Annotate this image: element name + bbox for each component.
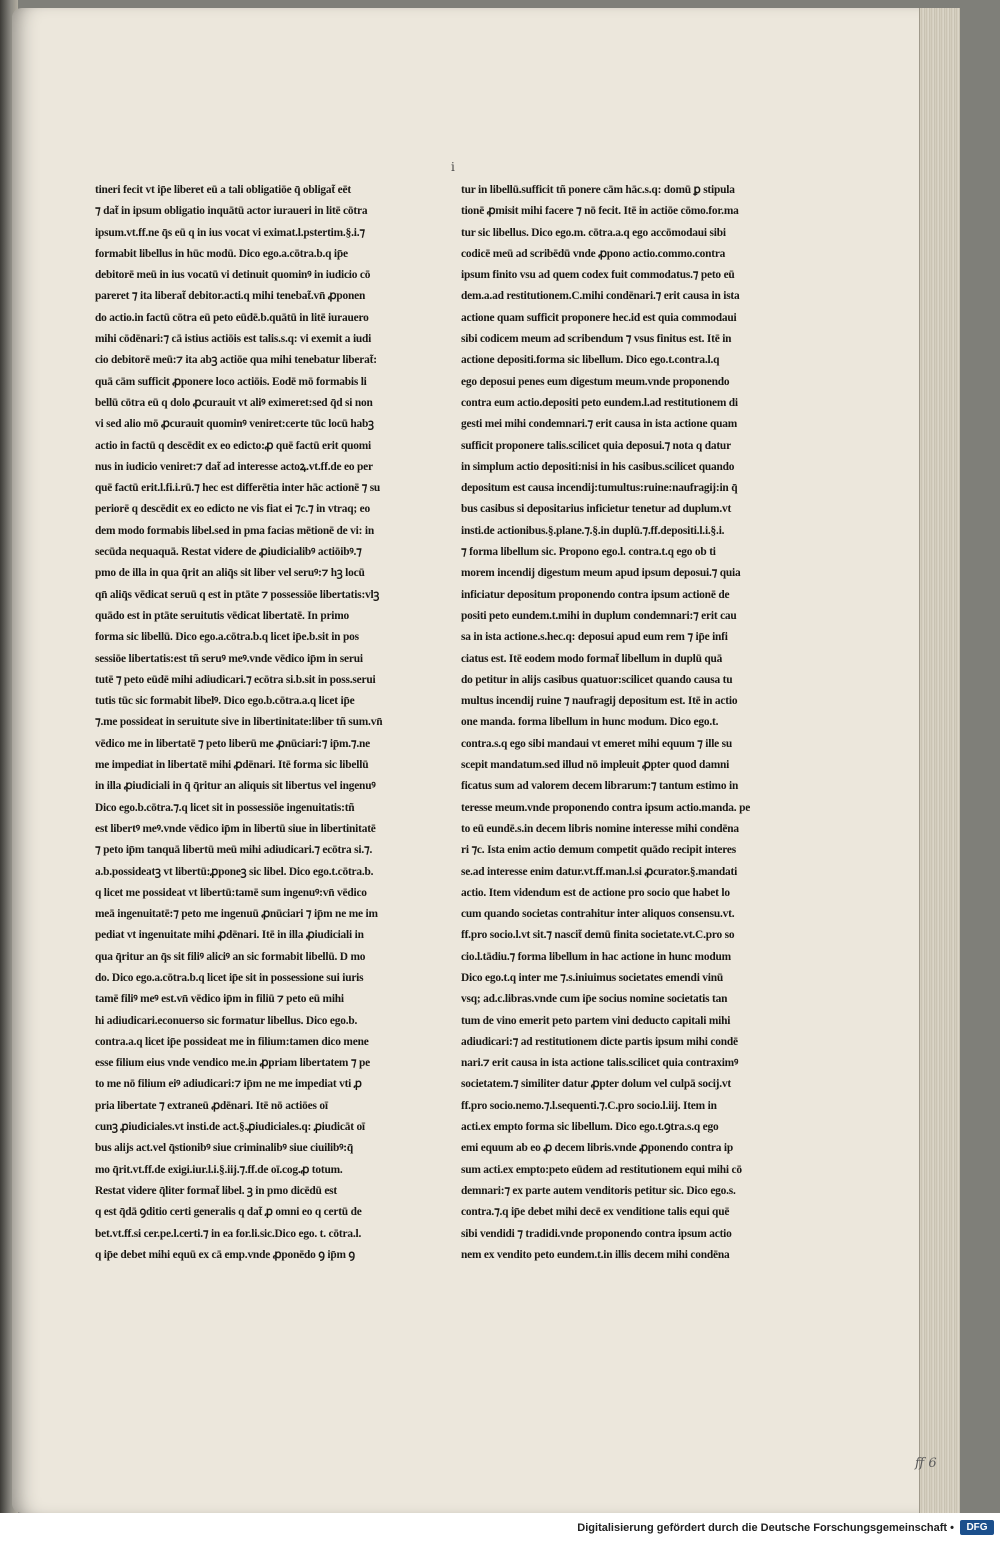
digitization-footer [0,1513,1000,1543]
text-line: qua q̄ritur an q̄s sit filiꝰ aliciꝰ an sic formabit libellū. D mo [95,950,366,963]
text-line: societatem.⁊ similiter datur ꝓpter dolum vel culpā socij.vt [461,1078,732,1091]
text-line: gesti mei mihi condemnari.⁊ erit causa in ista actione quam [461,418,738,431]
text-column-right [461,180,779,1270]
text-line: emi equum ab eo ꝓ decem libris.vnde ꝓponendo contra ip [461,1142,734,1155]
text-line: tutis tūc sic formabit libelꝰ. Dico ego.b.cōtra.a.q licet ip̄e [95,695,355,708]
text-line: demnari:⁊ ex parte autem venditoris petitur sic. Dico ego.s. [461,1184,736,1197]
text-line: a.b.possideatꝫ vt libertū:ꝓponeꝫ sic libel. Dico ego.t.cōtra.b. [95,865,374,878]
page-edges [919,8,960,1523]
text-line: vsq; ad.c.libras.vnde cum ip̄e socius nomine societatis tan [461,993,728,1006]
text-line: quē factū erit.l.fi.i.rū.⁊ hec est differētia inter hāc actionē ⁊ su [95,482,381,495]
text-line: ⁊ dat̃ in ipsum obligatio inquātū actor iuraueri in litē cōtra [95,205,368,218]
text-line: do actio.in factū cōtra eū peto eūdē.b.quātū in litē iurauero [95,311,369,324]
text-line: pmo de illa in qua q̄rit an aliq̄s sit liber vel seruꝰ:⁊ hꝫ locū [95,567,365,580]
text-line: bus casibus si depositarius inficietur tenetur ad duplum.vt [461,503,732,516]
text-line: ipsum.vt.ff.ne q̄s eū q in ius vocat vi eximat.l.pstertim.§.i.⁊ [95,226,365,239]
page-top-mark: i [451,160,455,174]
text-line: codicē meū ad scribēdū vnde ꝓpono actio.commo.contra [461,247,726,260]
text-line: tur sic libellus. Dico ego.m. cōtra.a.q ego accōmodaui sibi [461,226,726,239]
text-line: ff.pro socio.nemo.⁊.l.sequenti.⁊.C.pro socio.l.iij. Item in [461,1099,717,1112]
text-line: pria libertate ⁊ extraneū ꝓdēnari. Itē nō actiōes oī [95,1099,328,1112]
text-line: actio in factū q descēdit ex eo edicto:ꝓ quē factū erit quomi [95,439,371,452]
text-line: do. Dico ego.a.cōtra.b.q licet ip̄e sit in possessione sui iuris [95,971,364,984]
text-line: inficiatur depositum proponendo contra ipsum actionē de [461,588,730,601]
text-line: depositum est causa incendij:tumultus:ruine:naufragij:in q̄ [461,482,738,495]
text-line: me impediat in libertatē mihi ꝓdēnari. Itē forma sic libellū [95,759,369,772]
text-line: to eū eundē.s.in decem libris nomine interesse mihi condēna [461,822,739,835]
text-line: cio.l.tādiu.⁊ forma libellum in hac actione in hunc modum [461,950,731,963]
text-line: ciatus est. Itē eodem modo format̃ libellum in duplū quā [461,652,723,665]
text-line: hi adiudicari.econuerso sic formatur libellus. Dico ego.b. [95,1014,358,1027]
text-line: one manda. forma libellum in hunc modum. Dico ego.t. [461,716,719,729]
text-line: ⁊.me possideat in seruitute sive in libertinitate:liber tñ sum.vn̄ [95,716,383,729]
text-line: cunꝫ ꝓiudiciales.vt insti.de act.§.ꝓiudiciales.q: ꝓiudicāt oī [95,1121,365,1134]
text-line: nus in iudicio veniret:⁊ dat̃ ad interesse actoꝝ.vt.ff.de eo per [95,460,373,473]
text-line: ⁊ forma libellum sic. Propono ego.l. contra.t.q ego ob ti [461,546,716,559]
text-line: ficatus sum ad valorem decem librarum:⁊ tantum estimo in [461,780,739,793]
text-line [461,1266,779,1270]
text-line: secūda nequaquā. Restat videre de ꝓiudicialibꝰ actiōibꝰ.⁊ [95,546,362,559]
text-line: quā cām sufficit ꝓponere loco actiōis. Eodē mō formabis li [95,375,367,388]
text-line: ego deposui penes eum digestum meum.vnde proponendo [461,375,730,388]
text-line: q est q̄dā ꝯditio certi generalis q dat̃ ꝓ omni eo q certū de [95,1206,362,1219]
text-column-left [95,180,413,1270]
text-line: est libertꝰ meꝰ.vnde vēdico ip̄m in libertū siue in libertinitatē [95,822,376,835]
text-line: bus alijs act.vel q̄stionibꝰ siue criminalibꝰ siue ciuilibꝰ:q̄ [95,1142,354,1155]
text-line: formabit libellus in hūc modū. Dico ego.a.cōtra.b.q ip̄e [95,247,348,260]
folio-mark: ff 6 [915,1456,937,1471]
text-line: tineri fecit vt ip̄e liberet eū a tali obligatiōe q̄ obligat̃ eēt [95,184,351,196]
text-line: cio debitorē meū:⁊ ita abꝫ actiōe qua mihi tenebatur liberat̃: [95,354,377,367]
text-line: periorē q descēdit ex eo edicto ne vis fiat ei ⁊c.⁊ in vtraq; eo [95,503,370,516]
text-line: scepit mandatum.sed illud nō impleuit ꝓpter quod damni [461,759,730,772]
dfg-logo: DFG [960,1520,994,1535]
text-line: q licet me possideat vt libertū:tamē sum ingenuꝰ:vn̄ vēdico [95,886,367,899]
text-line: ri ⁊c. Ista enim actio demum competit quādo recipit interes [461,844,737,857]
text-line: Dico ego.t.q inter me ⁊.s.iniuimus societates emendi vinū [461,971,724,984]
text-line: mihi cōdēnari:⁊ cā istius actiōis est talis.s.q: vi exemit a iudi [95,333,372,346]
text-line: q ip̄e debet mihi equū ex cā emp.vnde ꝓponēdo ꝯ ip̄m ꝯ [95,1248,355,1261]
text-line: quādo est in ptāte seruitutis vēdicat libertatē. In primo [95,609,350,622]
text-line: forma sic libellū. Dico ego.a.cōtra.b.q licet ip̄e.b.sit in pos [95,631,359,644]
text-line: adiudicari:⁊ ad restitutionem dicte partis ipsum mihi condē [461,1035,738,1048]
text-line: in illa ꝓiudiciali in q̄ q̄ritur an aliquis sit libertus vel ingenuꝰ [95,780,376,793]
text-line: nem ex vendito peto eundem.t.in illis decem mihi condēna [461,1248,730,1261]
text-line: multus incendij ruine ⁊ naufragij depositum est. Itē in actio [461,695,738,708]
text-line: bet.vt.ff.si cer.pe.l.certi.⁊ in ea for.li.sic.Dico ego. t. cōtra.l. [95,1227,362,1240]
text-line: tum de vino emerit peto partem vini deducto capitali mihi [461,1014,731,1027]
text-line: Restat videre q̄liter format̃ libel. ꝫ in pmo dicēdū est [95,1184,337,1197]
text-line: contra eum actio.depositi peto eundem.l.ad restitutionem di [461,396,738,409]
text-line: contra.s.q ego sibi mandaui vt emeret mihi equum ⁊ ille su [461,737,733,750]
text-line: sibi vendidi ⁊ tradidi.vnde proponendo contra ipsum actio [461,1227,732,1240]
text-line: sufficit proponere talis.scilicet quia deposui.⁊ nota q datur [461,439,731,452]
text-line: in simplum actio depositi:nisi in his casibus.scilicet quando [461,460,735,473]
text-line: actione depositi.forma sic libellum. Dico ego.t.contra.l.q [461,354,720,367]
text-line: meā ingenuitatē:⁊ peto me ingenuū ꝓnūciari ⁊ ip̄m ne me im [95,908,378,921]
text-line: tamē filiꝰ meꝰ est.vn̄ vēdico ip̄m in filiū ⁊ peto eū mihi [95,993,344,1006]
text-line: ⁊ peto ip̄m tanquā libertū meū mihi adiudicari.⁊ ecōtra si.⁊. [95,844,373,857]
text-line: sibi codicem meum ad scribendum ⁊ vsus finitus est. Itē in [461,333,732,346]
text-line: sessiōe libertatis:est tñ seruꝰ meꝰ.vnde vēdico ip̄m in serui [95,652,363,665]
text-line: mo q̄rit.vt.ff.de exigi.iur.l.i.§.iij.⁊.ff.de oī.cog.ꝓ totum. [95,1163,343,1176]
text-line: morem incendij digestum meum apud ipsum deposui.⁊ quia [461,567,741,580]
text-line: sum acti.ex empto:peto eūdem ad restitutionem equi mihi cō [461,1163,742,1176]
text-line: tutē ⁊ peto eūdē mihi adiudicari.⁊ ecōtra si.b.sit in poss.serui [95,673,376,686]
text-line: qn̄ aliq̄s vēdicat seruū q est in ptāte ⁊ possessiōe libertatis:vlꝫ [95,588,380,601]
text-line: esse filium eius vnde vendico me.in ꝓpriam libertatem ⁊ pe [95,1057,370,1070]
text-line: ipsum finito vsu ad quem codex fuit commodatus.⁊ peto eū [461,269,735,282]
text-line: actione quam sufficit proponere hec.id est quia commodaui [461,311,737,324]
text-line: cum quando societas contrahitur inter aliquos consensu.vt. [461,908,735,921]
text-line: debitorē meū in ius vocatū vi detinuit quominꝰ in iudicio cō [95,269,371,282]
text-line [95,1266,413,1270]
text-line: bellū cōtra eū q dolo ꝓcurauit vt aliꝰ eximeret:sed q̄d si non [95,396,373,409]
text-line: do petitur in alijs casibus quatuor:scilicet quando causa tu [461,673,733,686]
text-line: teresse meum.vnde proponendo contra ipsum actio.manda. pe [461,801,751,814]
text-line: tionē ꝓmisit mihi facere ⁊ nō fecit. Itē in actiōe cōmo.for.ma [461,205,739,218]
text-line: nari.⁊ erit causa in ista actione talis.scilicet quia contraximꝰ [461,1057,739,1070]
text-line: to me nō filium eiꝰ adiudicari:⁊ ip̄m ne me impediat vti ꝓ [95,1078,362,1091]
text-line: insti.de actionibus.§.plane.⁊.§.in duplū.⁊.ff.depositi.l.i.§.i. [461,524,725,537]
text-line: Dico ego.b.cōtra.⁊.q licet sit in possessiōe ingenuitatis:tñ [95,801,355,814]
text-line: dem.a.ad restitutionem.C.mihi condēnari.⁊ erit causa in ista [461,290,740,303]
text-line: vēdico me in libertatē ⁊ peto liberū me ꝓnūciari:⁊ ip̄m.⁊.ne [95,737,371,750]
text-line: tur in libellū.sufficit tñ ponere cām hāc.s.q: domū ꝑ stipula [461,184,735,196]
funding-credit: Digitalisierung gefördert durch die Deutsche Forschungsgemeinschaft • [577,1522,954,1534]
text-line: pareret ⁊ ita liberat̃ debitor.acti.q mihi tenebat̃.vn̄ ꝓponen [95,290,366,303]
text-line: contra.a.q licet ip̄e possideat me in filium:tamen dico mene [95,1035,369,1048]
text-line: se.ad interesse enim datur.vt.ff.man.l.si ꝓcurator.§.mandati [461,865,738,878]
text-line: sa in ista actione.s.hec.q: deposui apud eum rem ⁊ ip̄e infi [461,631,728,644]
text-line: contra.⁊.q ip̄e debet mihi decē ex venditione talis equi quē [461,1206,730,1219]
text-line: positi peto eundem.t.mihi in duplum condemnari:⁊ erit cau [461,609,737,622]
text-line: actio. Item videndum est de actione pro socio que habet lo [461,886,730,899]
text-line: ff.pro socio.l.vt sit.⁊ nascit̃ demū finita societate.vt.C.pro so [461,929,735,942]
text-line: dem modo formabis libel.sed in pma facias mētionē de vi: in [95,524,374,537]
text-line: vi sed alio mō ꝓcurauit quominꝰ veniret:certe tūc locū habꝫ [95,418,374,431]
text-line: acti.ex empto forma sic libellum. Dico ego.t.ꝯtra.s.q ego [461,1121,719,1134]
text-line: pediat vt ingenuitate mihi ꝓdēnari. Itē in illa ꝓiudiciali in [95,929,364,942]
